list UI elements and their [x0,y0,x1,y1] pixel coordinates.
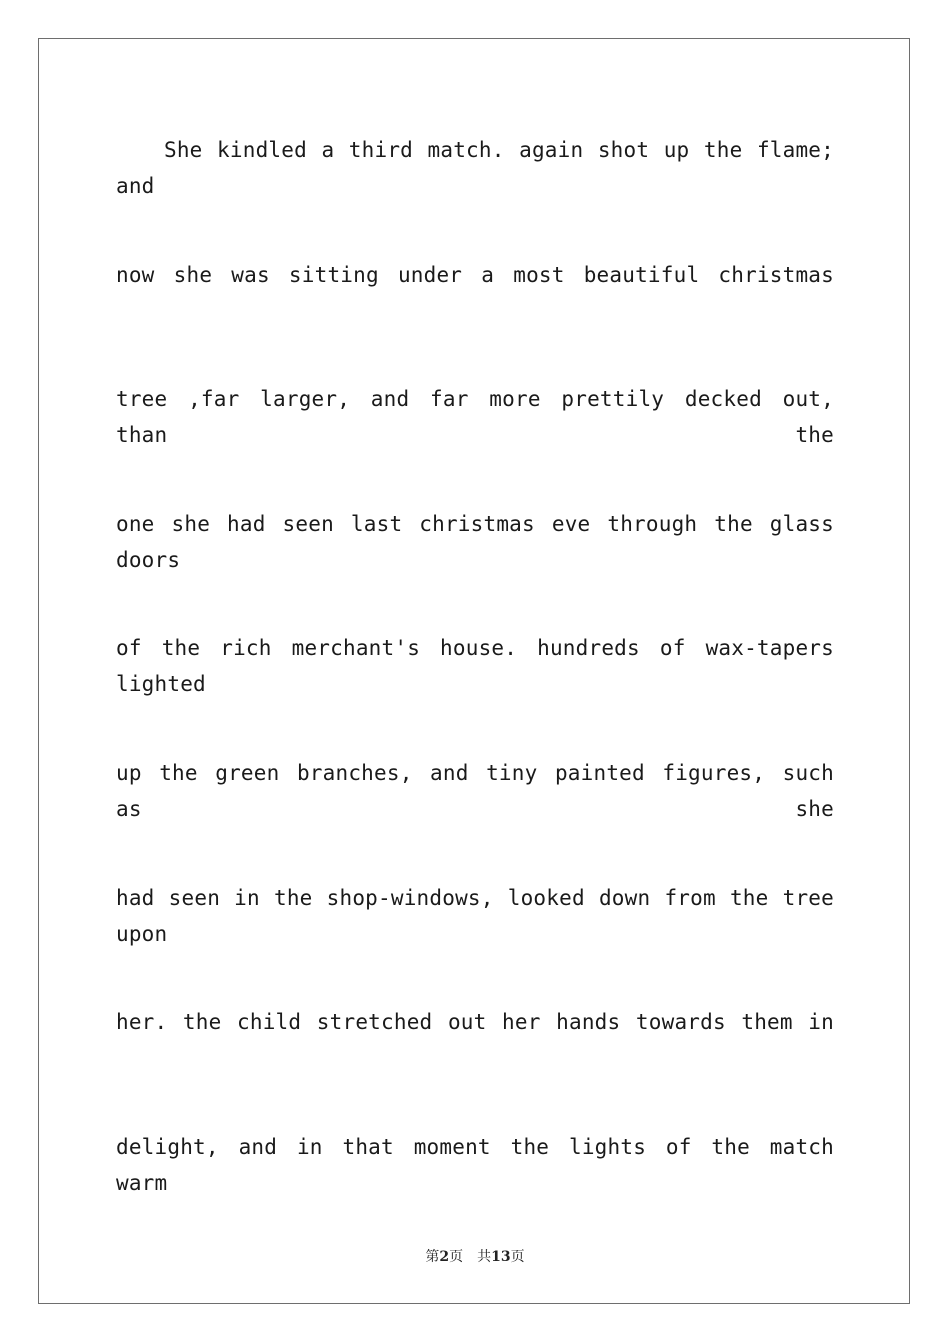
text-line: one she had seen last christmas eve through the glass doors [116,511,834,572]
page-suffix: 页 [449,1249,464,1265]
text-line: had seen in the shop-windows, looked down from the tree upon [116,885,834,946]
page-prefix: 第 [425,1249,440,1265]
page-footer [0,1246,950,1266]
text-line: delight, and in that moment the lights of the match warm [116,1134,834,1195]
text-line: now she was sitting under a most beautiful christmas [116,262,834,287]
text-line: She kindled a third match. again shot up the flame; and [116,138,834,198]
text-line: of the rich merchant's house. hundreds of wax-tapers lighted [116,636,834,697]
text-line: up the green branches, and tiny painted figures, such as she [116,760,834,821]
text-line: her. the child stretched out her hands towards them in [116,1010,834,1035]
total-pages: 13 [491,1249,511,1265]
page-number: 2 [439,1249,450,1265]
text-line: tree ,far larger, and far more prettily decked out, than the [116,387,834,448]
body-text [116,132,834,1253]
total-prefix: 共 [477,1249,492,1265]
total-suffix: 页 [510,1249,525,1265]
